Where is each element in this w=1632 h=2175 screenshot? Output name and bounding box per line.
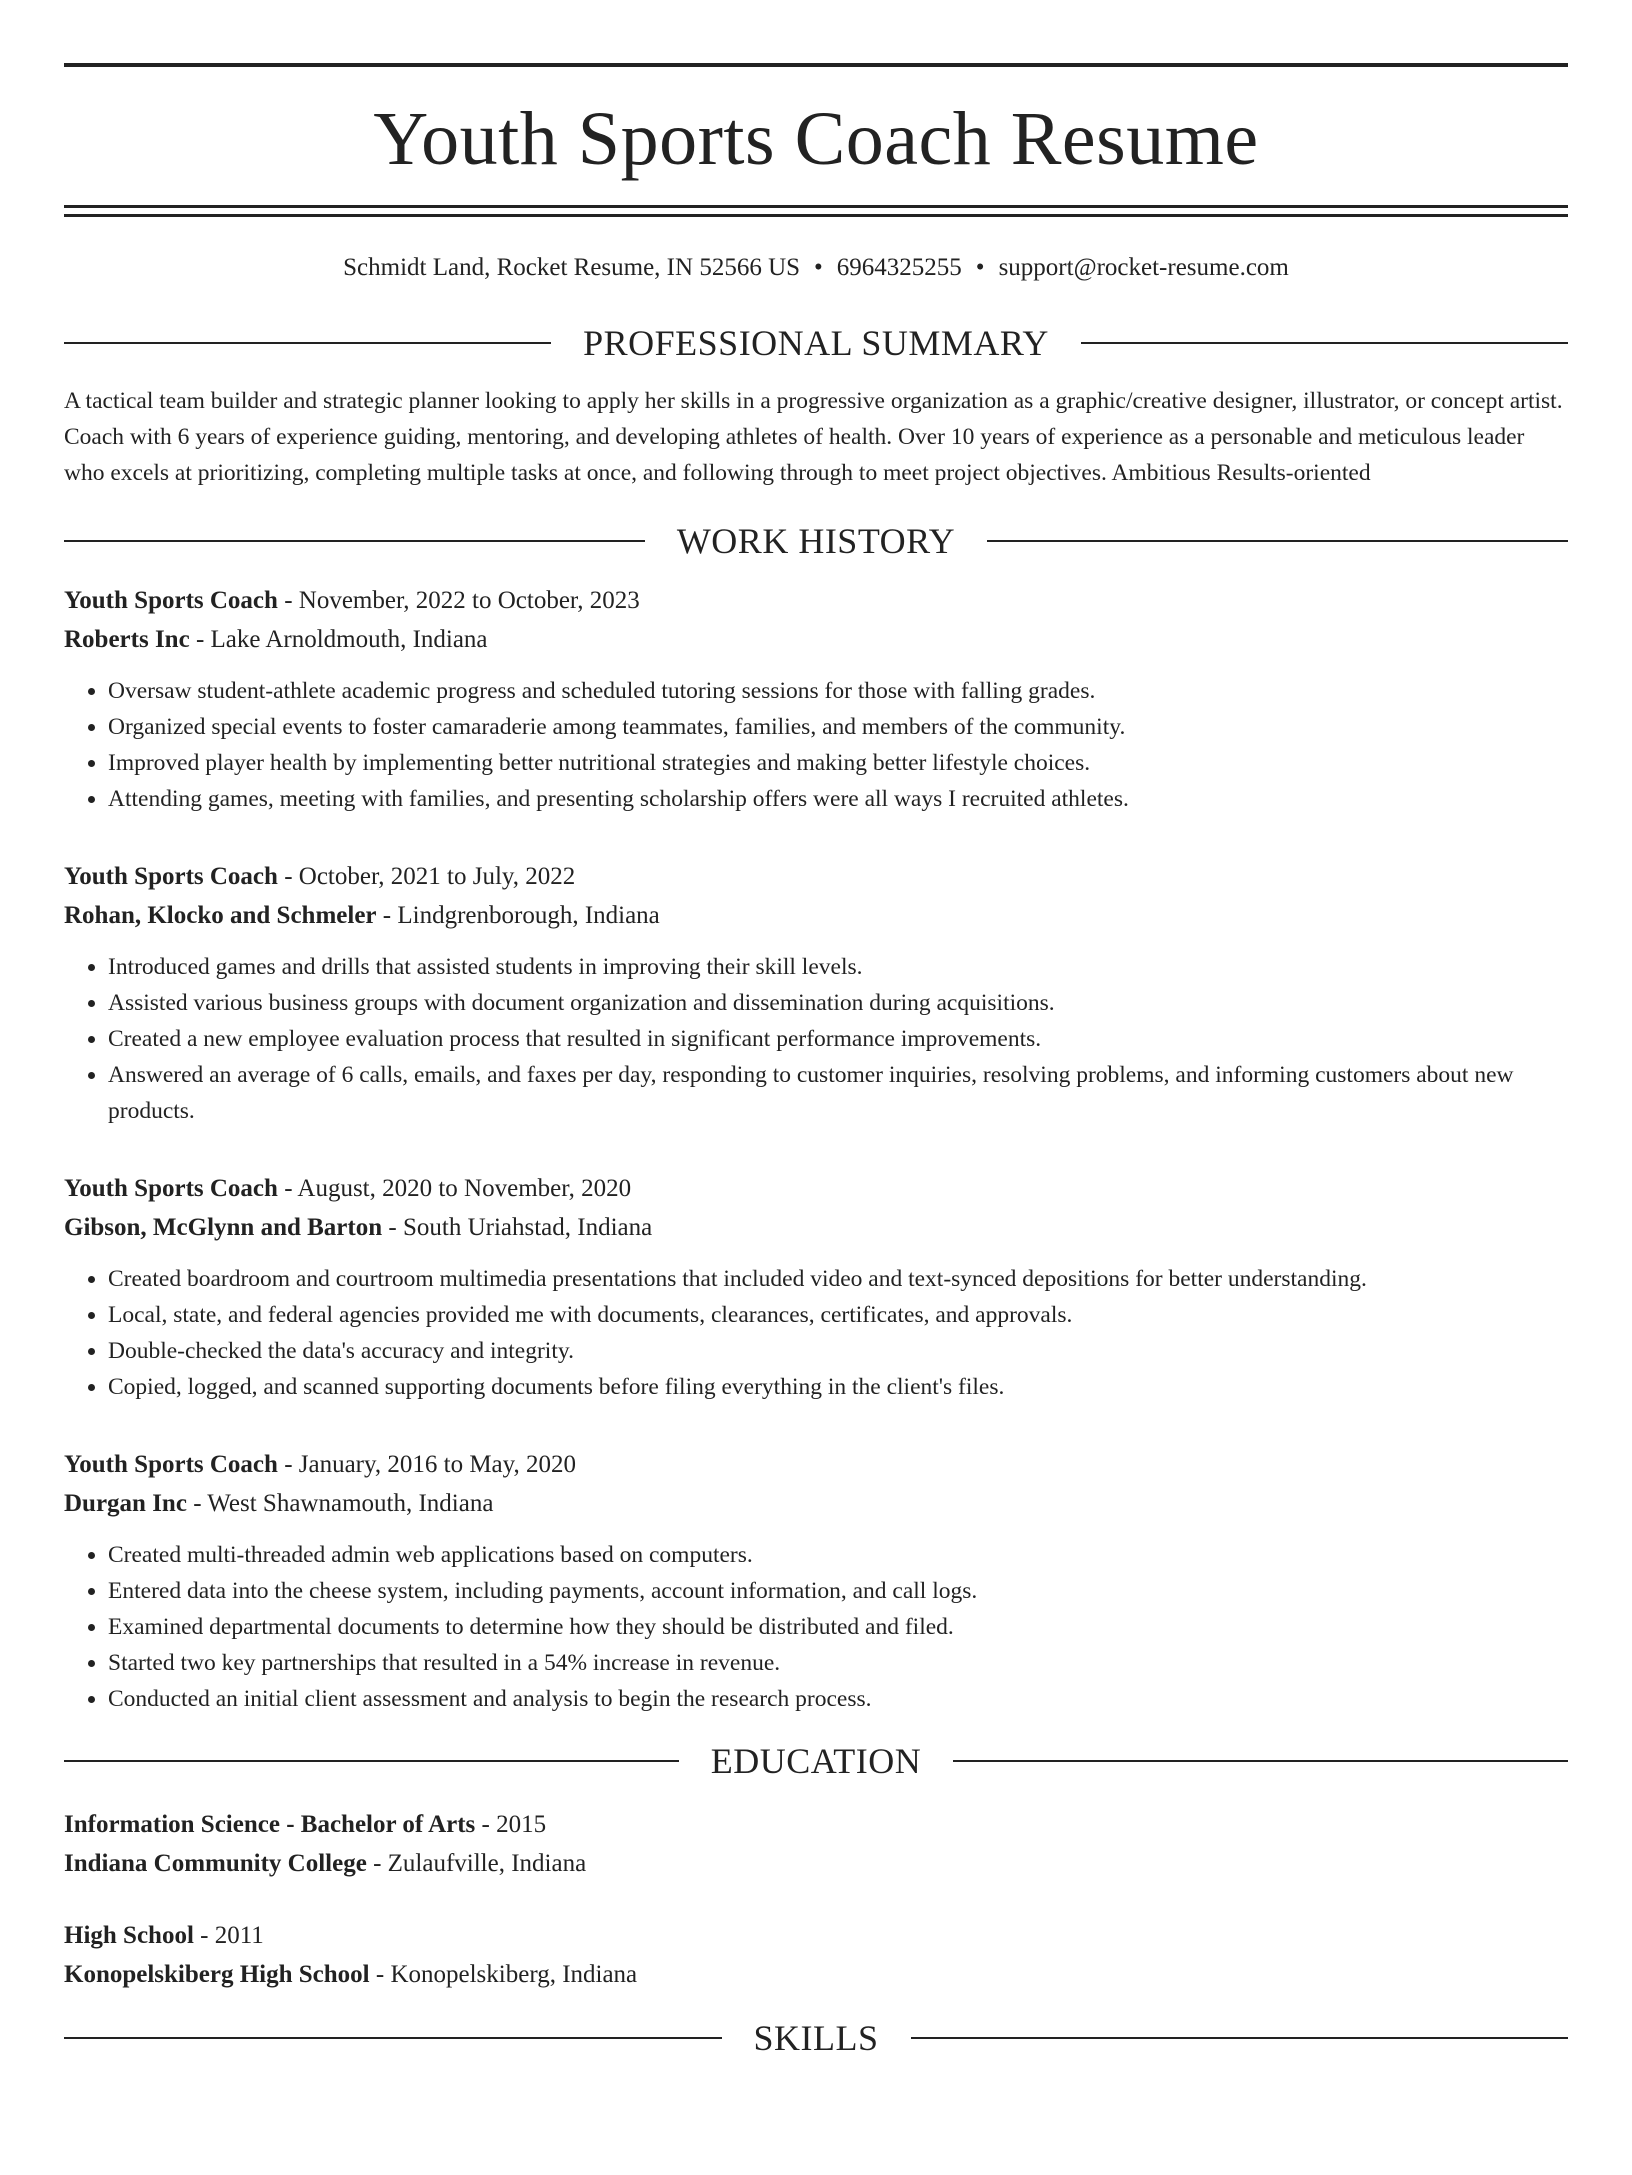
job-bullet: • Conducted an initial client assessment and analysis to begin the research process. — [108, 1681, 1568, 1717]
education-degree: Information Science - Bachelor of Arts — [64, 1811, 476, 1838]
education-degree-line — [64, 1916, 1568, 1955]
heading-rule-right — [987, 540, 1568, 542]
contact-address: Schmidt Land, Rocket Resume, IN 52566 US — [343, 254, 801, 281]
section-heading-summary — [64, 325, 1568, 361]
job-bullet: • Entered data into the cheese system, including payments, account information, and call logs. — [108, 1573, 1568, 1609]
contact-separator: • — [814, 254, 823, 281]
job-bullet: • Created a new employee evaluation process that resulted in significant performance improvements. — [108, 1021, 1568, 1057]
section-heading-skills — [64, 2020, 1568, 2056]
job-bullet: • Organized special events to foster camaraderie among teammates, families, and members of the community. — [108, 709, 1568, 745]
contact-email: support@rocket-resume.com — [998, 254, 1289, 281]
job-bullet: • Created boardroom and courtroom multimedia presentations that included video and text-synced depositions for better understanding. — [108, 1261, 1568, 1297]
job-bullet: • Local, state, and federal agencies provided me with documents, clearances, certificates, and approvals. — [108, 1297, 1568, 1333]
education-degree-line — [64, 1805, 1568, 1844]
job-company: Rohan, Klocko and Schmeler — [64, 902, 377, 929]
education-year: - 2011 — [193, 1922, 264, 1949]
heading-rule-right — [1081, 342, 1568, 344]
contact-separator: • — [975, 254, 985, 281]
heading-rule-left — [64, 342, 551, 344]
education-year: - 2015 — [475, 1811, 547, 1838]
heading-rule-left — [64, 2037, 722, 2039]
education-school: Konopelskiberg High School — [64, 1961, 370, 1988]
job-bullet: • Answered an average of 6 calls, emails, and faxes per day, responding to customer inquiries, resolving problems, and informing customers about new products. — [108, 1057, 1568, 1129]
education-school-line — [64, 1955, 1568, 1994]
job-entry — [64, 581, 1568, 817]
job-company: Gibson, McGlynn and Barton — [64, 1214, 383, 1241]
education-location: - Konopelskiberg, Indiana — [369, 1961, 638, 1988]
job-company-line — [64, 1208, 1568, 1247]
heading-rule-left — [64, 1760, 679, 1762]
section-title: PROFESSIONAL SUMMARY — [583, 323, 1049, 363]
title-double-rule — [64, 205, 1568, 217]
job-company-line — [64, 1484, 1568, 1523]
education-school: Indiana Community College — [64, 1850, 367, 1877]
job-location: - Lindgrenborough, Indiana — [376, 902, 660, 929]
job-title: Youth Sports Coach — [64, 587, 278, 614]
job-location: - West Shawnamouth, Indiana — [186, 1490, 494, 1517]
section-title: WORK HISTORY — [676, 521, 956, 561]
job-bullet: • Improved player health by implementing better nutritional strategies and making better lifestyle choices. — [108, 745, 1568, 781]
job-bullets — [64, 1261, 1568, 1405]
job-bullet: • Copied, logged, and scanned supporting documents before filing everything in the client's files. — [108, 1369, 1568, 1405]
job-bullets — [64, 949, 1568, 1129]
job-bullets — [64, 673, 1568, 817]
job-dates: - January, 2016 to May, 2020 — [277, 1451, 577, 1478]
education-location: - Zulaufville, Indiana — [366, 1850, 587, 1877]
job-company-line — [64, 896, 1568, 935]
section-title: EDUCATION — [710, 1741, 922, 1781]
job-entry — [64, 857, 1568, 1129]
job-bullet: • Introduced games and drills that assisted students in improving their skill levels. — [108, 949, 1568, 985]
job-location: - South Uriahstad, Indiana — [382, 1214, 653, 1241]
contact-phone: 6964325255 — [836, 254, 962, 281]
job-title: Youth Sports Coach — [64, 1451, 278, 1478]
heading-rule-right — [911, 2037, 1569, 2039]
job-bullet: • Examined departmental documents to determine how they should be distributed and filed. — [108, 1609, 1568, 1645]
education-degree: High School — [64, 1922, 194, 1949]
job-dates: - November, 2022 to October, 2023 — [277, 587, 640, 614]
job-company-line — [64, 620, 1568, 659]
job-entry — [64, 1445, 1568, 1717]
job-title: Youth Sports Coach — [64, 863, 278, 890]
job-bullet: • Created multi-threaded admin web applications based on computers. — [108, 1537, 1568, 1573]
job-title: Youth Sports Coach — [64, 1175, 278, 1202]
job-company: Durgan Inc — [64, 1490, 187, 1517]
section-heading-education — [64, 1743, 1568, 1779]
heading-rule-left — [64, 540, 645, 542]
education-school-line — [64, 1844, 1568, 1883]
job-bullet: • Oversaw student-athlete academic progress and scheduled tutoring sessions for those with falling grades. — [108, 673, 1568, 709]
contact-line — [64, 253, 1568, 283]
job-title-line — [64, 857, 1568, 896]
job-bullet: • Assisted various business groups with document organization and dissemination during acquisitions. — [108, 985, 1568, 1021]
job-bullet: • Attending games, meeting with families, and presenting scholarship offers were all ways I recruited athletes. — [108, 781, 1568, 817]
job-title-line — [64, 1445, 1568, 1484]
job-dates: - August, 2020 to November, 2020 — [277, 1175, 632, 1202]
education-entry — [64, 1916, 1568, 1994]
education-entry — [64, 1805, 1568, 1883]
summary-text: A tactical team builder and strategic planner looking to apply her skills in a progressive organization as a graphic/creative designer, illustrator, or concept artist. Coach with 6 years of experience guiding, mentoring, and developing athletes of health. Over 10 years of experience as a personable and meticulous leader who excels at prioritizing, completing multiple tasks at once, and following through to meet project objectives. Ambitious Results-oriented — [64, 388, 1563, 486]
job-bullets — [64, 1537, 1568, 1717]
job-bullet: • Started two key partnerships that resulted in a 54% increase in revenue. — [108, 1645, 1568, 1681]
job-company: Roberts Inc — [64, 626, 190, 653]
job-dates: - October, 2021 to July, 2022 — [277, 863, 576, 890]
job-location: - Lake Arnoldmouth, Indiana — [189, 626, 488, 653]
job-title-line — [64, 1169, 1568, 1208]
resume-title: Youth Sports Coach Resume — [373, 97, 1259, 181]
heading-rule-right — [953, 1760, 1568, 1762]
section-title: SKILLS — [753, 2018, 879, 2058]
job-entry — [64, 1169, 1568, 1405]
resume-page — [0, 63, 1632, 2175]
section-heading-work-history — [64, 523, 1568, 559]
top-rule — [64, 63, 1568, 67]
job-bullet: • Double-checked the data's accuracy and integrity. — [108, 1333, 1568, 1369]
job-title-line — [64, 581, 1568, 620]
